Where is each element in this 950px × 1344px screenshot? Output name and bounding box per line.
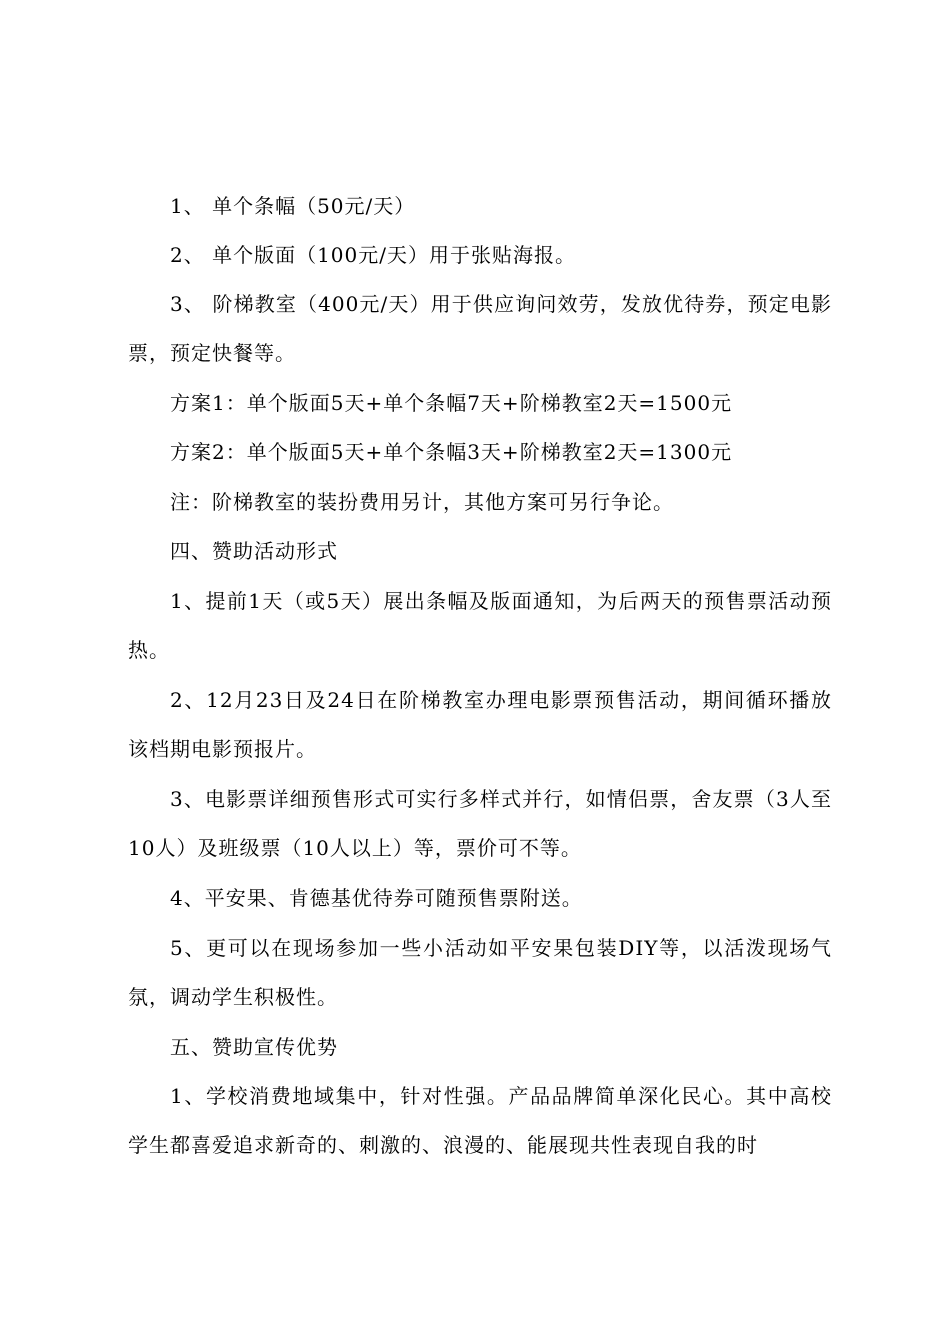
- activity-item-2: 2、12月23日及24日在阶梯教室办理电影票预售活动，期间循环播放该档期电影预报片。: [128, 688, 832, 761]
- item-classroom-price: 3、 阶梯教室（400元/天）用于供应询问效劳，发放优待券，预定电影票，预定快餐等。: [128, 292, 832, 365]
- activity-item-3: 3、电影票详细预售形式可实行多样式并行，如情侣票，舍友票（3人至10人）及班级票（10人以上）等，票价可不等。: [128, 787, 832, 860]
- activity-item-5: 5、更可以在现场参加一些小活动如平安果包装DIY等，以活泼现场气氛，调动学生积极性。: [128, 936, 832, 1009]
- plan-1: 方案1：单个版面5天+单个条幅7天+阶梯教室2天=1500元: [170, 391, 733, 415]
- activity-item-1: 1、提前1天（或5天）展出条幅及版面通知，为后两天的预售票活动预热。: [128, 589, 832, 662]
- section-heading-5: 五、赞助宣传优势: [170, 1035, 338, 1059]
- item-board-price: 2、 单个版面（100元/天）用于张贴海报。: [170, 243, 576, 267]
- note: 注：阶梯教室的装扮费用另计，其他方案可另行争论。: [170, 490, 674, 514]
- plan-2: 方案2：单个版面5天+单个条幅3天+阶梯教室2天=1300元: [170, 440, 733, 464]
- advantage-item-1: 1、学校消费地域集中，针对性强。产品品牌简单深化民心。其中高校学生都喜爱追求新奇的、刺激的、浪漫的、能展现共性表现自我的时: [128, 1084, 832, 1157]
- section-heading-4: 四、赞助活动形式: [170, 539, 338, 563]
- activity-item-4: 4、平安果、肯德基优待券可随预售票附送。: [170, 886, 583, 910]
- item-banner-price: 1、 单个条幅（50元/天）: [170, 194, 416, 218]
